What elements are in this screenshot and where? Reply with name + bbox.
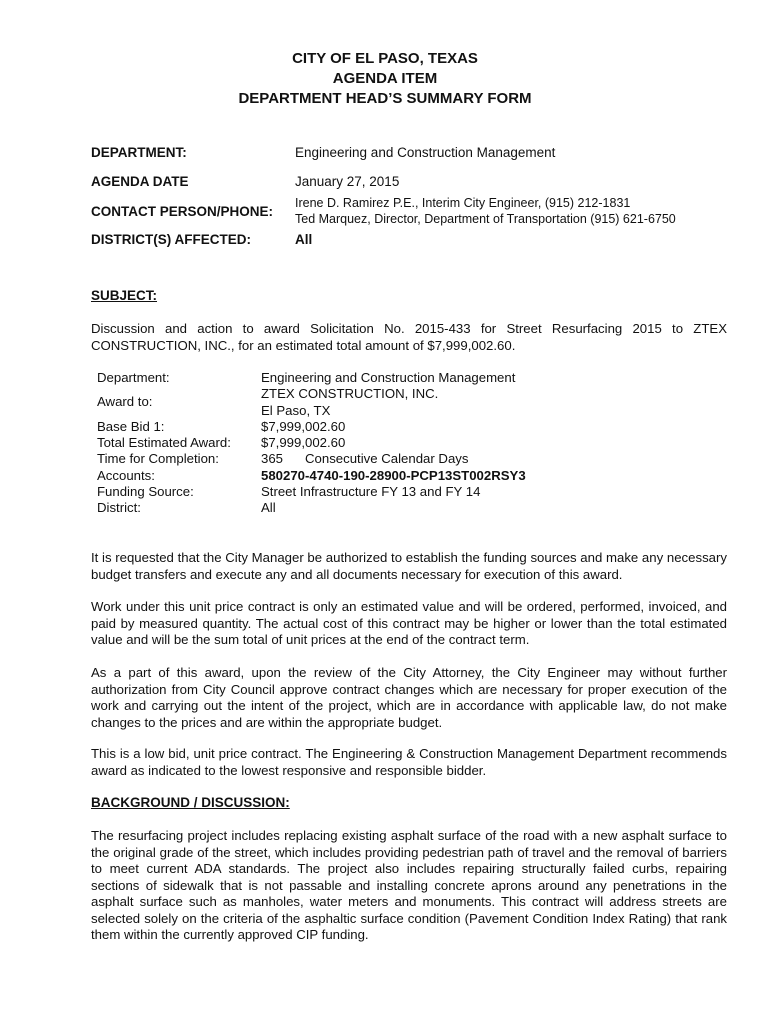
detail-accounts-value: 580270-4740-190-28900-PCP13ST002RSY3 (261, 467, 526, 483)
districts-value: All (295, 232, 313, 247)
detail-district-key: District: (97, 500, 141, 516)
paragraph-funding: It is requested that the City Manager be authorized to establish the funding sources and make any necessary budget transfers and execute any and all documents necessary for execution of this award. (91, 550, 727, 582)
form-title (0, 49, 770, 109)
agenda-date-value: January 27, 2015 (295, 174, 400, 189)
subject-text: Discussion and action to award Solicitation No. 2015-433 for Street Resurfacing 2015 to ZTEX CONSTRUCTION, INC., for an estimated total amount of $7,999,002.60. (91, 321, 727, 353)
title-agenda-item: AGENDA ITEM (332, 70, 438, 87)
detail-accounts-key: Accounts: (97, 467, 155, 483)
detail-time-unit: Consecutive Calendar Days (305, 451, 469, 467)
detail-total-key: Total Estimated Award: (97, 435, 231, 451)
detail-time-days: 365 (261, 451, 284, 467)
detail-time-value (261, 451, 468, 467)
detail-award-value-2: El Paso, TX (261, 402, 331, 418)
contact-line-1: Irene D. Ramirez P.E., Interim City Engineer, (915) 212-1831 (295, 196, 631, 210)
paragraph-low-bid: This is a low bid, unit price contract. The Engineering & Construction Management Department recommends award as indicated to the lowest responsive and responsible bidder. (91, 746, 727, 778)
detail-department-value: Engineering and Construction Management (261, 370, 516, 385)
department-value: Engineering and Construction Management (295, 145, 556, 160)
detail-funding-value: Street Infrastructure FY 13 and FY 14 (261, 484, 481, 500)
contact-line-2: Ted Marquez, Director, Department of Transportation (915) 621-6750 (295, 211, 676, 226)
detail-base-bid-key: Base Bid 1: (97, 418, 165, 434)
department-label: DEPARTMENT: (91, 145, 187, 160)
paragraph-city-attorney: As a part of this award, upon the review of the City Attorney, the City Engineer may without further authorization from City Council approve contract changes which are necessary for proper execution of the work and carrying out the intent of the project, which are in accordance with applicable law, do not make changes to the prices and are within the appropriate budget. (91, 665, 727, 730)
detail-base-bid-value: $7,999,002.60 (261, 418, 346, 434)
detail-award-value-1: ZTEX CONSTRUCTION, INC. (261, 386, 439, 402)
detail-award-key: Award to: (97, 394, 153, 410)
districts-label: DISTRICT(S) AFFECTED: (91, 232, 251, 247)
paragraph-unit-price: Work under this unit price contract is only an estimated value and will be ordered, performed, invoiced, and paid by measured quantity. The actual cost of this contract may be higher or lower than the total estimated value and will be the sum total of unit prices at the end of the contract term. (91, 599, 727, 647)
detail-district-value: All (261, 500, 276, 516)
background-text: The resurfacing project includes replacing existing asphalt surface of the road with a new asphalt surface to the original grade of the street, which includes providing pedestrian path of travel and the removal of barriers to meet current ADA standards. The project also includes repairing structurally failed curbs, repairing sections of sidewalk that is not passable and installing concrete aprons around any penetrations in the asphalt surface such as manholes, water meters and monuments. This contract will address streets are selected solely on the criteria of the asphaltic surface condition (Pavement Condition Index Rating) that rank them within the currently approved CIP funding. (91, 828, 727, 942)
title-form-name: DEPARTMENT HEAD’S SUMMARY FORM (238, 90, 532, 107)
detail-total-value: $7,999,002.60 (261, 435, 346, 451)
background-heading: BACKGROUND / DISCUSSION: (91, 795, 290, 810)
contact-value (295, 196, 676, 227)
detail-time-key: Time for Completion: (97, 451, 219, 467)
contact-label: CONTACT PERSON/PHONE: (91, 204, 274, 219)
agenda-date-label: AGENDA DATE (91, 174, 189, 189)
title-city: CITY OF EL PASO, TEXAS (292, 50, 478, 67)
subject-heading: SUBJECT: (91, 288, 158, 303)
detail-department-key: Department: (97, 370, 170, 385)
detail-funding-key: Funding Source: (97, 484, 194, 500)
